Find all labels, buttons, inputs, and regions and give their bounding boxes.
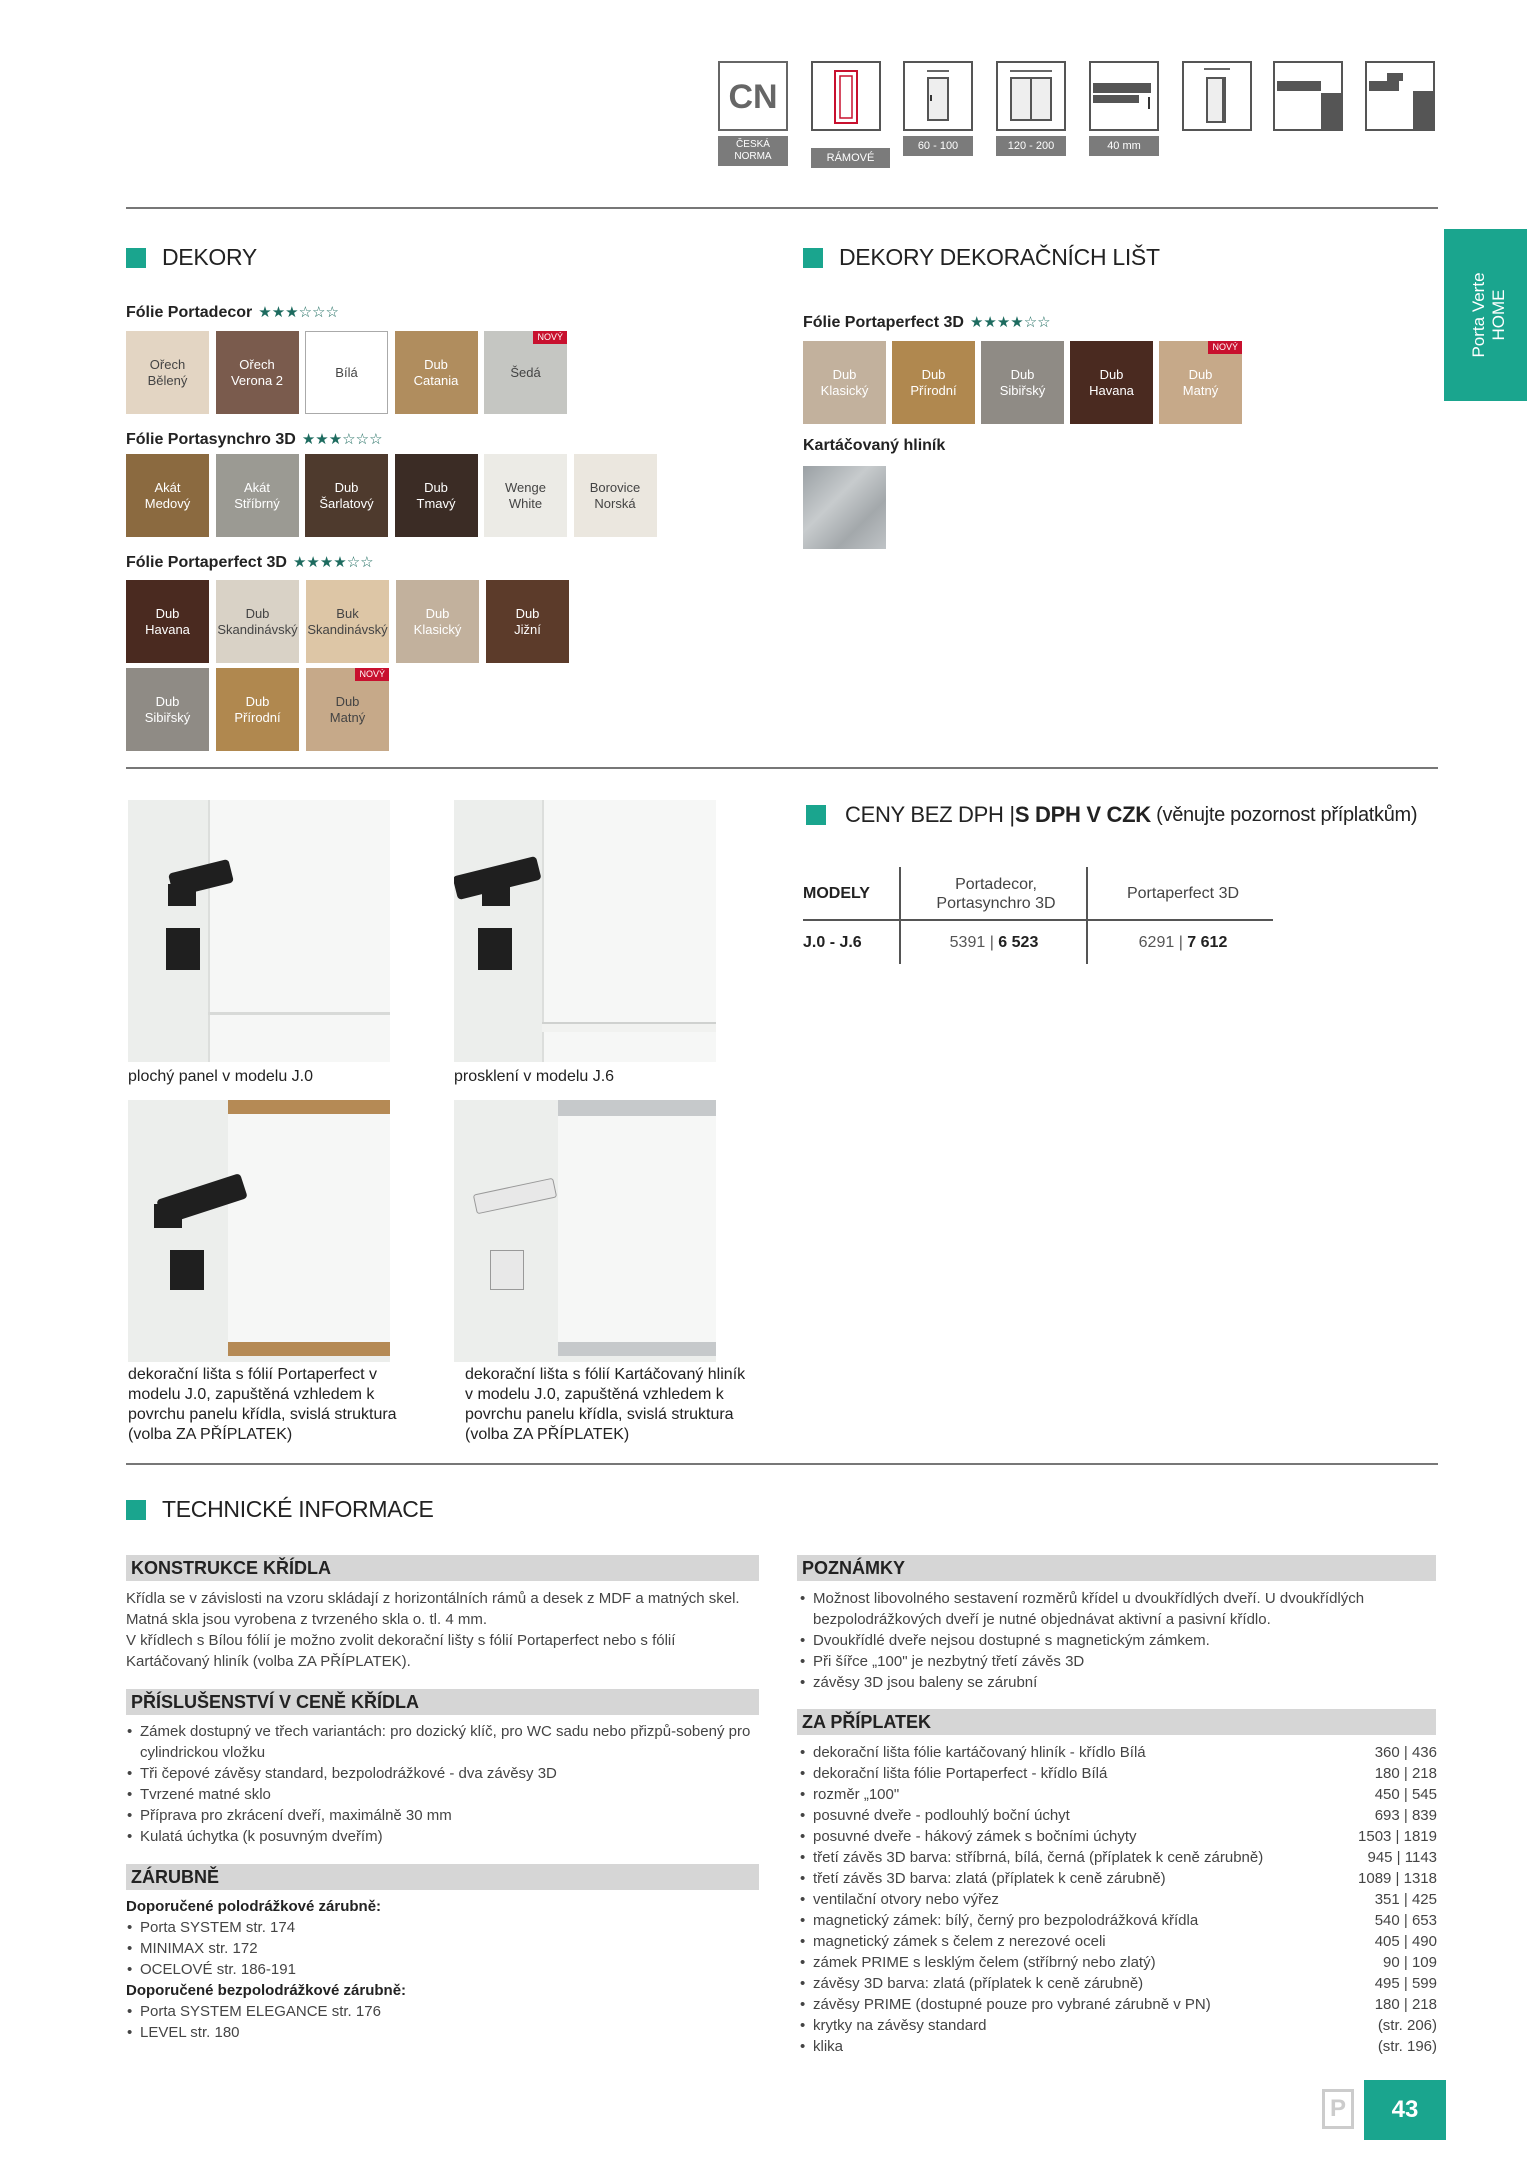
surcharge-item	[799, 2036, 1437, 2057]
row-model: J.0 - J.6	[803, 934, 862, 951]
single-width-label: 60 - 100	[903, 136, 973, 156]
new-badge: NOVÝ	[355, 668, 389, 681]
surcharge-price: 945 | 1143	[1367, 1849, 1437, 1866]
surcharge-item	[799, 1931, 1437, 1952]
surcharge-label: • ventilační otvory nebo výřez	[813, 1891, 999, 1908]
priplatek-list	[799, 1742, 1437, 2057]
door-photo-glazing	[454, 800, 716, 1062]
surcharge-price: 1089 | 1318	[1358, 1870, 1437, 1887]
rating-stars: ★★★☆☆☆	[301, 431, 383, 448]
decor-swatch	[306, 668, 389, 751]
swatch-label: Dub Sibiřský	[144, 693, 191, 725]
prislusenstvi-bar: PŘÍSLUŠENSTVÍ V CENĚ KŘÍDLA	[126, 1689, 759, 1715]
surcharge-label: • magnetický zámek s čelem z nerezové oceli	[813, 1933, 1106, 1950]
surcharge-label: • magnetický zámek: bílý, černý pro bezpolodrážková křídla	[813, 1912, 1199, 1929]
decor-swatch	[803, 341, 886, 424]
decor-swatch	[216, 331, 299, 414]
rating-stars: ★★★★☆☆	[969, 314, 1051, 331]
swatch-label: Dub Klasický	[820, 366, 869, 398]
portasynchro-heading: Fólie Portasynchro 3D ★★★☆☆☆	[126, 431, 383, 448]
surcharge-item	[799, 2015, 1437, 2036]
decor-swatch	[574, 454, 657, 537]
caption-glazing: prosklení v modelu J.6	[454, 1068, 615, 1085]
swatch-label: Dub Matný	[1182, 366, 1219, 398]
surcharge-label: • závěsy 3D barva: zlatá (příplatek k ceně zárubně)	[813, 1975, 1144, 1992]
decor-swatch	[1070, 341, 1153, 424]
surcharge-label: • rozměr „100"	[813, 1786, 900, 1803]
decor-swatch	[484, 331, 567, 414]
surcharge-item	[799, 1952, 1437, 1973]
konstrukce-text: Křídla se v závislosti na vzoru skládají z horizontálních rámů a desek z MDF a matných skel. Matná skla jsou vyrobena z tvrzeného skla o. tl. 4 mm. V křídlech s Bílou fólií je možno zvolit dekorační lišty s fólií Portaperfect nebo s fólií Kartáčovaný hliník (volba ZA PŘÍPLATEK).	[126, 1590, 740, 1670]
door-photo-lista-wood	[128, 1100, 390, 1362]
surcharge-price: (str. 206)	[1377, 2017, 1437, 2034]
list-item: • Příprava pro zkrácení dveří, maximálně 30 mm	[126, 1805, 756, 1826]
decor-swatch	[981, 341, 1064, 424]
surcharge-price: 90 | 109	[1383, 1954, 1437, 1971]
surcharge-price: 1503 | 1819	[1358, 1828, 1437, 1845]
surcharge-label: • třetí závěs 3D barva: zlatá (příplatek k ceně zárubně)	[813, 1870, 1166, 1887]
caption-lista-alu: dekorační lišta s fólií Kartáčovaný hliník v modelu J.0, zapuštěná vzhledem k povrchu panelu křídla, svislá struktura (volba ZA PŘÍPLATEK)	[465, 1366, 746, 1443]
new-badge: NOVÝ	[1208, 341, 1242, 354]
surcharge-price: 450 | 545	[1374, 1786, 1437, 1803]
list-item: • LEVEL str. 180	[126, 2022, 756, 2043]
surcharge-label: • třetí závěs 3D barva: stříbrná, bílá, černá (příplatek k ceně zárubně)	[813, 1849, 1264, 1866]
swatch-label: Ořech Verona 2	[230, 356, 284, 388]
swatch-label: Dub Havana	[145, 605, 190, 637]
side-tab	[1444, 229, 1527, 401]
swatch-label: Dub Klasický	[413, 605, 462, 637]
surcharge-item	[799, 1910, 1437, 1931]
swatch-label: Borovice Norská	[589, 479, 641, 511]
swatch-label: Šedá	[510, 364, 541, 380]
porta-logo-icon: P	[1322, 2089, 1354, 2129]
surcharge-label: • závěsy PRIME (dostupné pouze pro vybrané zárubně v PN)	[813, 1996, 1211, 2013]
surcharge-item	[799, 1763, 1437, 1784]
surcharge-price: 180 | 218	[1374, 1996, 1437, 2013]
door-thickness-icon	[1089, 61, 1159, 131]
price-portadecor: 5391 | 6 523	[949, 934, 1039, 951]
surcharge-label: • dekorační lišta fólie kartáčovaný hliník - křídlo Bílá	[813, 1744, 1146, 1761]
decor-swatch	[484, 454, 567, 537]
door-photo-lista-alu	[454, 1100, 716, 1362]
caption-lista-wood: dekorační lišta s fólií Portaperfect v modelu J.0, zapuštěná vzhledem k povrchu panelu křídla, svislá struktura (volba ZA PŘÍPLATEK)	[128, 1366, 397, 1443]
swatch-label: Dub Přírodní	[234, 693, 281, 725]
side-tab-line2: HOME	[1489, 289, 1508, 341]
decor-swatch	[1159, 341, 1242, 424]
zarubne-bar: ZÁRUBNĚ	[126, 1864, 759, 1890]
swatch-label: Akát Medový	[144, 479, 191, 511]
decor-swatch	[486, 580, 569, 663]
frame-label: RÁMOVÉ	[811, 148, 890, 168]
decor-swatch	[216, 580, 299, 663]
swatch-label: Dub Catania	[413, 356, 459, 388]
cn-label: ČESKÁ NORMA	[718, 136, 788, 166]
door-photo-flat	[128, 800, 390, 1062]
frame-profile-2-icon	[1365, 61, 1435, 131]
frame-profile-icon	[1273, 61, 1343, 131]
priplatek-bar: ZA PŘÍPLATEK	[797, 1709, 1436, 1735]
surcharge-item	[799, 1889, 1437, 1910]
swatch-label: Dub Tmavý	[416, 479, 456, 511]
kartac-swatch	[803, 466, 886, 549]
surcharge-price: 540 | 653	[1374, 1912, 1437, 1929]
surcharge-price: 360 | 436	[1374, 1744, 1437, 1761]
poznamky-list	[799, 1588, 1439, 1693]
tech-heading	[126, 1496, 434, 1523]
dekory-heading	[126, 244, 257, 271]
list-item: • Porta SYSTEM str. 174	[126, 1917, 756, 1938]
surcharge-label: • klika	[813, 2038, 844, 2055]
swatch-label: Dub Skandinávský	[217, 605, 298, 637]
list-item: • Kulatá úchytka (k posuvným dveřím)	[126, 1826, 756, 1847]
swatch-label: Dub Šarlatový	[319, 479, 374, 511]
prislusenstvi-list	[126, 1721, 756, 1847]
decor-swatch	[216, 454, 299, 537]
surcharge-price: 180 | 218	[1374, 1765, 1437, 1782]
surcharge-price: 351 | 425	[1374, 1891, 1437, 1908]
list-item: • Zámek dostupný ve třech variantách: pro dozický klíč, pro WC sadu nebo přizpů-sobený pro cylindrickou vložku	[126, 1721, 756, 1763]
surcharge-label: • posuvné dveře - podlouhlý boční úchyt	[813, 1807, 1070, 1824]
caption-flat: plochý panel v modelu J.0	[128, 1068, 313, 1085]
surcharge-label: • zámek PRIME s lesklým čelem (stříbrný nebo zlatý)	[813, 1954, 1156, 1971]
list-item: • Tři čepové závěsy standard, bezpolodrážkové - dva závěsy 3D	[126, 1763, 756, 1784]
section-divider-2	[126, 1463, 1438, 1465]
frame-door-icon	[811, 61, 881, 131]
decor-swatch	[126, 454, 209, 537]
decor-swatch	[396, 580, 479, 663]
kartac-heading: Kartáčovaný hliník	[803, 437, 946, 454]
list-item: • MINIMAX str. 172	[126, 1938, 756, 1959]
rebated-door-icon	[1182, 61, 1252, 131]
poznamky-bar: POZNÁMKY	[797, 1555, 1436, 1581]
double-door-width-icon	[996, 61, 1066, 131]
portaperfect-heading: Fólie Portaperfect 3D ★★★★☆☆	[126, 554, 374, 571]
header-divider	[126, 207, 1438, 209]
lista-portaperfect-heading: Fólie Portaperfect 3D ★★★★☆☆	[803, 314, 1051, 331]
swatch-label: Buk Skandinávský	[307, 605, 388, 637]
single-door-width-icon	[903, 61, 973, 131]
side-tab-line1: Porta Verte	[1469, 272, 1488, 358]
surcharge-price: (str. 196)	[1377, 2038, 1437, 2055]
surcharge-label: • dekorační lišta fólie Portaperfect - křídlo Bílá	[813, 1765, 1108, 1782]
zarubne-list: Doporučené polodrážkové zárubně: • Porta SYSTEM str. 174 • MINIMAX str. 172 • OCELOVÉ str. 186-191 Doporučené bezpolodrážkové zárubně: • Porta SYSTEM ELEGANCE str. 176 • LEVEL str. 180	[126, 1896, 756, 2043]
col-portaperfect: Portaperfect 3D	[1126, 885, 1240, 902]
surcharge-item	[799, 1805, 1437, 1826]
lista-heading	[803, 244, 1160, 271]
surcharge-label: • posuvné dveře - hákový zámek s bočními úchyty	[813, 1828, 1137, 1845]
thickness-label: 40 mm	[1089, 136, 1159, 156]
col-models: MODELY	[803, 885, 870, 902]
list-item: • Porta SYSTEM ELEGANCE str. 176	[126, 2001, 756, 2022]
swatch-label: Bílá	[335, 364, 358, 380]
list-item: • Tvrzené matné sklo	[126, 1784, 756, 1805]
list-item: • Při šířce „100" je nezbytný třetí závěs 3D	[799, 1651, 1439, 1672]
surcharge-item	[799, 1826, 1437, 1847]
surcharge-price: 495 | 599	[1374, 1975, 1437, 1992]
decor-swatch	[305, 331, 388, 414]
rating-stars: ★★★☆☆☆	[258, 304, 339, 321]
list-item: • závěsy 3D jsou baleny se zárubní	[799, 1672, 1439, 1693]
decor-swatch	[126, 668, 209, 751]
surcharge-item	[799, 1847, 1437, 1868]
surcharge-price: 405 | 490	[1374, 1933, 1437, 1950]
double-width-label: 120 - 200	[996, 136, 1066, 156]
dekory-title: DEKORY	[162, 244, 257, 270]
swatch-label: Dub Havana	[1089, 366, 1134, 398]
swatch-label: Wenge White	[505, 479, 546, 511]
swatch-label: Dub Přírodní	[910, 366, 957, 398]
rating-stars: ★★★★☆☆	[292, 554, 374, 571]
decor-swatch	[395, 331, 478, 414]
surcharge-item	[799, 1784, 1437, 1805]
page-number: 43	[1364, 2080, 1446, 2140]
portadecor-heading: Fólie Portadecor ★★★☆☆☆	[126, 304, 339, 321]
price-table	[803, 867, 1273, 964]
section-divider-1	[126, 767, 1438, 769]
ceny-heading: CENY BEZ DPH | S DPH V CZK (věnujte pozornost příplatkům)	[806, 802, 1417, 828]
surcharge-item	[799, 1868, 1437, 1889]
decor-swatch	[216, 668, 299, 751]
decor-swatch	[395, 454, 478, 537]
surcharge-label: • krytky na závěsy standard	[813, 2017, 987, 2034]
col-portadecor: Portadecor, Portasynchro 3D	[936, 876, 1056, 912]
konstrukce-bar: KONSTRUKCE KŘÍDLA	[126, 1555, 759, 1581]
list-item: • Dvoukřídlé dveře nejsou dostupné s magnetickým zámkem.	[799, 1630, 1439, 1651]
swatch-label: Ořech Bělený	[147, 356, 188, 388]
surcharge-price: 693 | 839	[1374, 1807, 1437, 1824]
decor-swatch	[306, 580, 389, 663]
cn-text: CN	[728, 78, 778, 116]
decor-swatch	[305, 454, 388, 537]
lista-title: DEKORY DEKORAČNÍCH LIŠT	[839, 244, 1160, 270]
list-item: • OCELOVÉ str. 186-191	[126, 1959, 756, 1980]
tech-title: TECHNICKÉ INFORMACE	[162, 1496, 434, 1522]
decor-swatch	[126, 331, 209, 414]
decor-swatch	[892, 341, 975, 424]
surcharge-item	[799, 1994, 1437, 2015]
decor-swatch	[126, 580, 209, 663]
new-badge: NOVÝ	[533, 331, 567, 344]
swatch-label: Akát Stříbrný	[234, 479, 280, 511]
cn-norm-icon	[718, 61, 788, 131]
swatch-label: Dub Sibiřský	[999, 366, 1046, 398]
price-portaperfect: 6291 | 7 612	[1138, 934, 1228, 951]
surcharge-item	[799, 1742, 1437, 1763]
swatch-label: Dub Matný	[329, 693, 366, 725]
surcharge-item	[799, 1973, 1437, 1994]
swatch-label: Dub Jižní	[514, 605, 541, 637]
list-item: • Možnost libovolného sestavení rozměrů křídel u dvoukřídlých dveří. U dvoukřídlých bezpolodrážkových dveří je nutné objednávat aktivní a pasivní křídlo.	[799, 1588, 1439, 1630]
